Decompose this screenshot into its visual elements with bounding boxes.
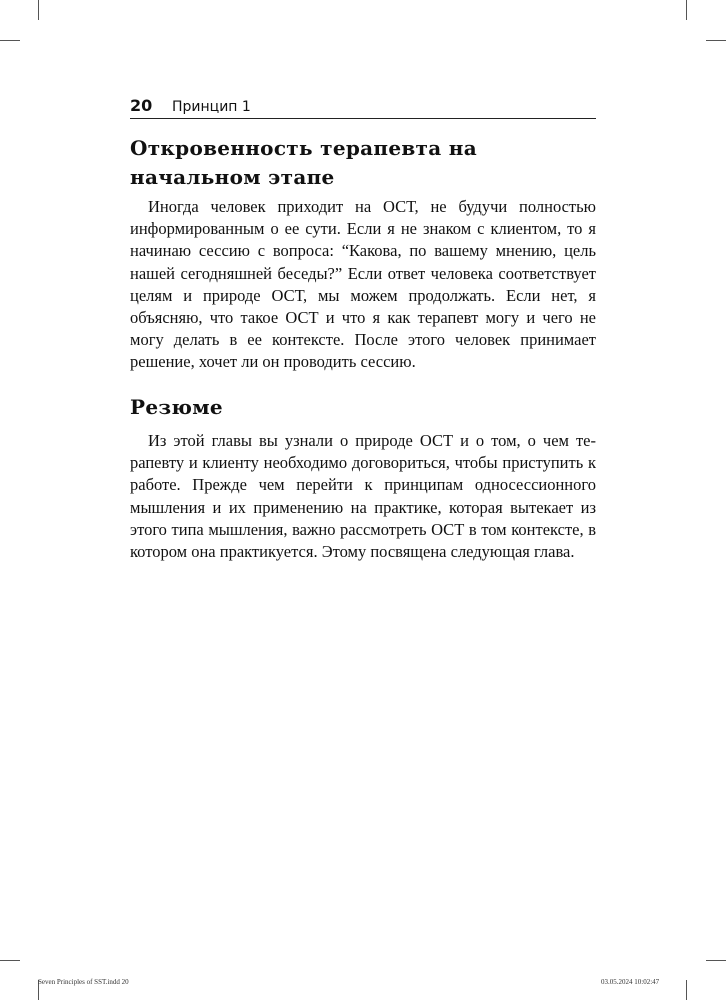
crop-mark-bottom-right-h [706, 960, 726, 961]
section-heading-2-text: Резюме [130, 395, 223, 419]
running-header [130, 96, 596, 118]
section-heading-1-line-1: Откровенность терапевта на [130, 136, 477, 160]
paragraph-1: Иногда человек приходит на ОСТ, не будучи полностью информированным о ее сути. Если я не знаком с клиентом, то я начинаю сессию с вопроса: “Какова, по вашему мнению, цель нашей сегодняшней беседы?” Если ответ человека соответствует целям и природе ОСТ, мы можем продолжать. Если нет, я объясняю, что такое ОСТ и что я как терапевт могу и чего не могу делать в ее контексте. После этого человек принимает решение, хочет ли он проводить сессию. [130, 197, 596, 372]
section-heading-1-line-2: начальном этапе [130, 165, 335, 189]
slug-datetime: 03.05.2024 10:02:47 [601, 978, 660, 986]
crop-mark-top-left-h [0, 40, 20, 41]
page-number: 20 [130, 96, 153, 115]
crop-mark-top-right [686, 0, 687, 20]
crop-mark-bottom-left-h [0, 960, 20, 961]
section-body-2 [130, 430, 596, 563]
crop-mark-top-right-h [706, 40, 726, 41]
chapter-label: Принцип 1 [172, 99, 251, 115]
slug-file-info: Seven Principles of SST.indd 20 [38, 978, 129, 986]
section-heading-2 [130, 393, 596, 422]
section-body-1 [130, 196, 596, 374]
paragraph-2: Из этой главы вы узнали о природе ОСТ и о том, о чем терапевту и клиенту необходимо договориться, чтобы приступить к работе. Прежде чем перейти к принципам односессионного мышления и их применению на практике, которая вытекает из этого типа мышления, важно рассмотреть ОСТ в том контексте, в котором она практикуется. Этому посвящена следующая глава. [130, 431, 596, 562]
crop-mark-top-left [38, 0, 39, 20]
section-heading-1 [130, 134, 596, 192]
crop-mark-bottom-right [686, 980, 687, 1000]
header-rule [130, 118, 596, 119]
